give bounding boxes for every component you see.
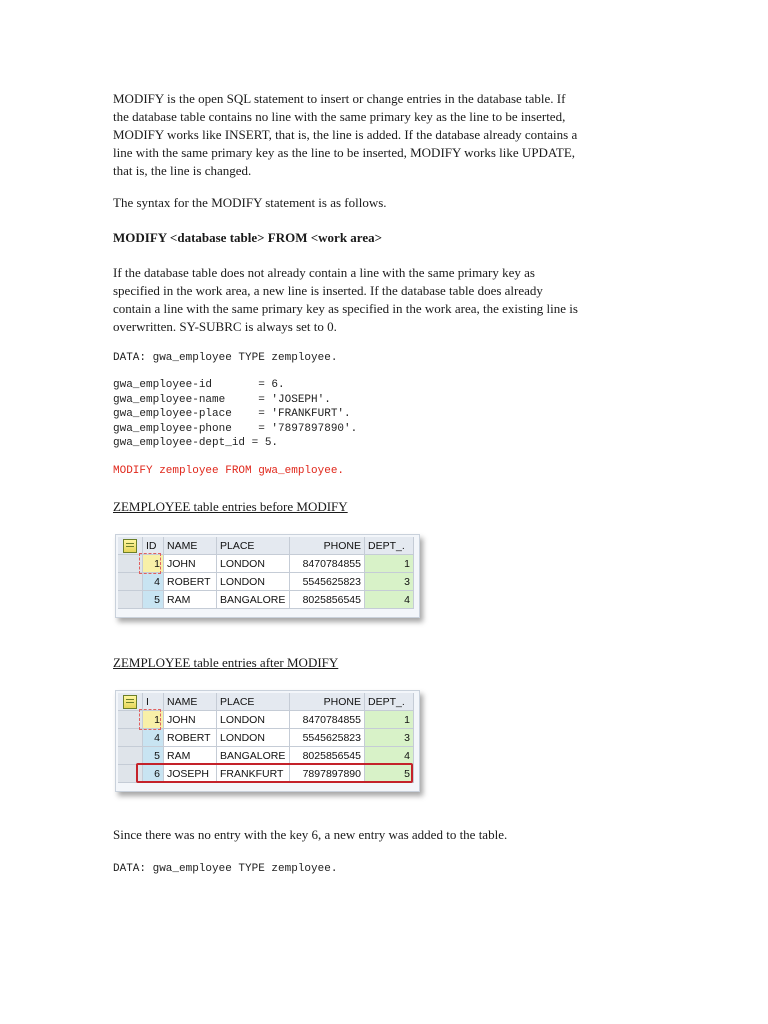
dept-cell[interactable]: 1 [365,711,414,729]
place-cell[interactable]: FRANKFURT [217,765,290,783]
id-cell[interactable]: 5 [143,591,164,609]
code-modify-statement: MODIFY zemployee FROM gwa_employee. [113,465,345,477]
id-cell[interactable]: 4 [143,729,164,747]
table-header-row [118,693,414,711]
text-line: overwritten. SY-SUBRC is always set to 0. [113,319,337,334]
phone-cell[interactable]: 5545625823 [290,573,365,591]
id-cell[interactable]: 4 [143,573,164,591]
column-header[interactable]: DEPT_. [365,693,414,711]
row-selector[interactable] [118,555,143,573]
code-assignments [113,378,357,451]
column-header[interactable]: PHONE [290,693,365,711]
row-selector[interactable] [118,711,143,729]
place-cell[interactable]: LONDON [217,729,290,747]
text-line: MODIFY is the open SQL statement to insert or change entries in the database table. If [113,91,566,106]
row-selector[interactable] [118,765,143,783]
column-header[interactable]: NAME [164,537,217,555]
phone-cell[interactable]: 5545625823 [290,729,365,747]
before-caption: ZEMPLOYEE table entries before MODIFY [113,499,348,514]
row-selector[interactable] [118,591,143,609]
column-header[interactable]: PHONE [290,537,365,555]
code-line: gwa_employee-dept_id = 5. [113,437,279,449]
phone-cell[interactable]: 7897897890 [290,765,365,783]
table-header-row [118,537,414,555]
table-row[interactable] [118,591,414,609]
place-cell[interactable]: LONDON [217,711,290,729]
phone-cell[interactable]: 8470784855 [290,555,365,573]
text-line: specified in the work area, a new line is inserted. If the database table does already [113,283,543,298]
table-row[interactable] [118,711,414,729]
syntax-statement: MODIFY <database table> FROM <work area> [113,230,383,245]
place-cell[interactable]: LONDON [217,573,290,591]
text-line: that is, the line is changed. [113,163,252,178]
table-row[interactable] [118,573,414,591]
code-line: gwa_employee-phone = '7897897890'. [113,422,358,435]
id-cell[interactable]: 5 [143,747,164,765]
before-grid [118,537,414,609]
column-header[interactable]: ID [143,537,164,555]
place-cell[interactable]: BANGALORE [217,591,290,609]
layout-button[interactable] [118,693,143,711]
phone-cell[interactable]: 8470784855 [290,711,365,729]
dept-cell[interactable]: 4 [365,747,414,765]
after-grid [118,693,414,783]
dept-cell[interactable]: 4 [365,591,414,609]
syntax-intro: The syntax for the MODIFY statement is as follows. [113,195,387,210]
code-line: gwa_employee-id = 6. [113,379,285,391]
text-line: contain a line with the same primary key as specified in the work area, the existing line is [113,301,578,316]
text-line: the database table contains no line with the same primary key as the line to be inserted, [113,109,566,124]
column-header[interactable]: PLACE [217,537,290,555]
column-header[interactable]: PLACE [217,693,290,711]
name-cell[interactable]: JOSEPH [164,765,217,783]
phone-cell[interactable]: 8025856545 [290,747,365,765]
name-cell[interactable]: JOHN [164,555,217,573]
layout-button[interactable] [118,537,143,555]
explain-paragraph [113,264,658,336]
name-cell[interactable]: JOHN [164,711,217,729]
text-line: line with the same primary key as the line to be inserted, MODIFY works like UPDATE, [113,145,576,160]
text-line: If the database table does not already contain a line with the same primary key as [113,265,535,280]
layout-icon [123,539,137,553]
code-line: gwa_employee-place = 'FRANKFURT'. [113,408,351,420]
code-data-decl: DATA: gwa_employee TYPE zemployee. [113,352,338,364]
dept-cell[interactable]: 3 [365,573,414,591]
place-cell[interactable]: BANGALORE [217,747,290,765]
grid-frame [115,690,420,792]
table-row-new[interactable] [118,765,414,783]
column-header[interactable]: DEPT_. [365,537,414,555]
code-line: gwa_employee-name = 'JOSEPH'. [113,393,331,406]
name-cell[interactable]: RAM [164,591,217,609]
row-selector[interactable] [118,729,143,747]
dept-cell[interactable]: 3 [365,729,414,747]
dept-cell[interactable]: 5 [365,765,414,783]
text-line: MODIFY works like INSERT, that is, the line is added. If the database already contains a [113,127,578,142]
id-cell[interactable]: 6 [143,765,164,783]
code-footer: DATA: gwa_employee TYPE zemployee. [113,863,338,875]
row-selector[interactable] [118,573,143,591]
dept-cell[interactable]: 1 [365,555,414,573]
grid-frame [115,534,420,618]
name-cell[interactable]: RAM [164,747,217,765]
table-row[interactable] [118,555,414,573]
conclusion-text: Since there was no entry with the key 6, a new entry was added to the table. [113,827,508,842]
intro-paragraph [113,90,658,180]
column-header[interactable]: NAME [164,693,217,711]
table-row[interactable] [118,747,414,765]
table-row[interactable] [118,729,414,747]
layout-icon [123,695,137,709]
id-cell[interactable]: 1 [143,711,164,729]
after-caption: ZEMPLOYEE table entries after MODIFY [113,655,339,670]
place-cell[interactable]: LONDON [217,555,290,573]
row-selector[interactable] [118,747,143,765]
name-cell[interactable]: ROBERT [164,573,217,591]
column-header[interactable]: I [143,693,164,711]
id-cell[interactable]: 1 [143,555,164,573]
phone-cell[interactable]: 8025856545 [290,591,365,609]
name-cell[interactable]: ROBERT [164,729,217,747]
